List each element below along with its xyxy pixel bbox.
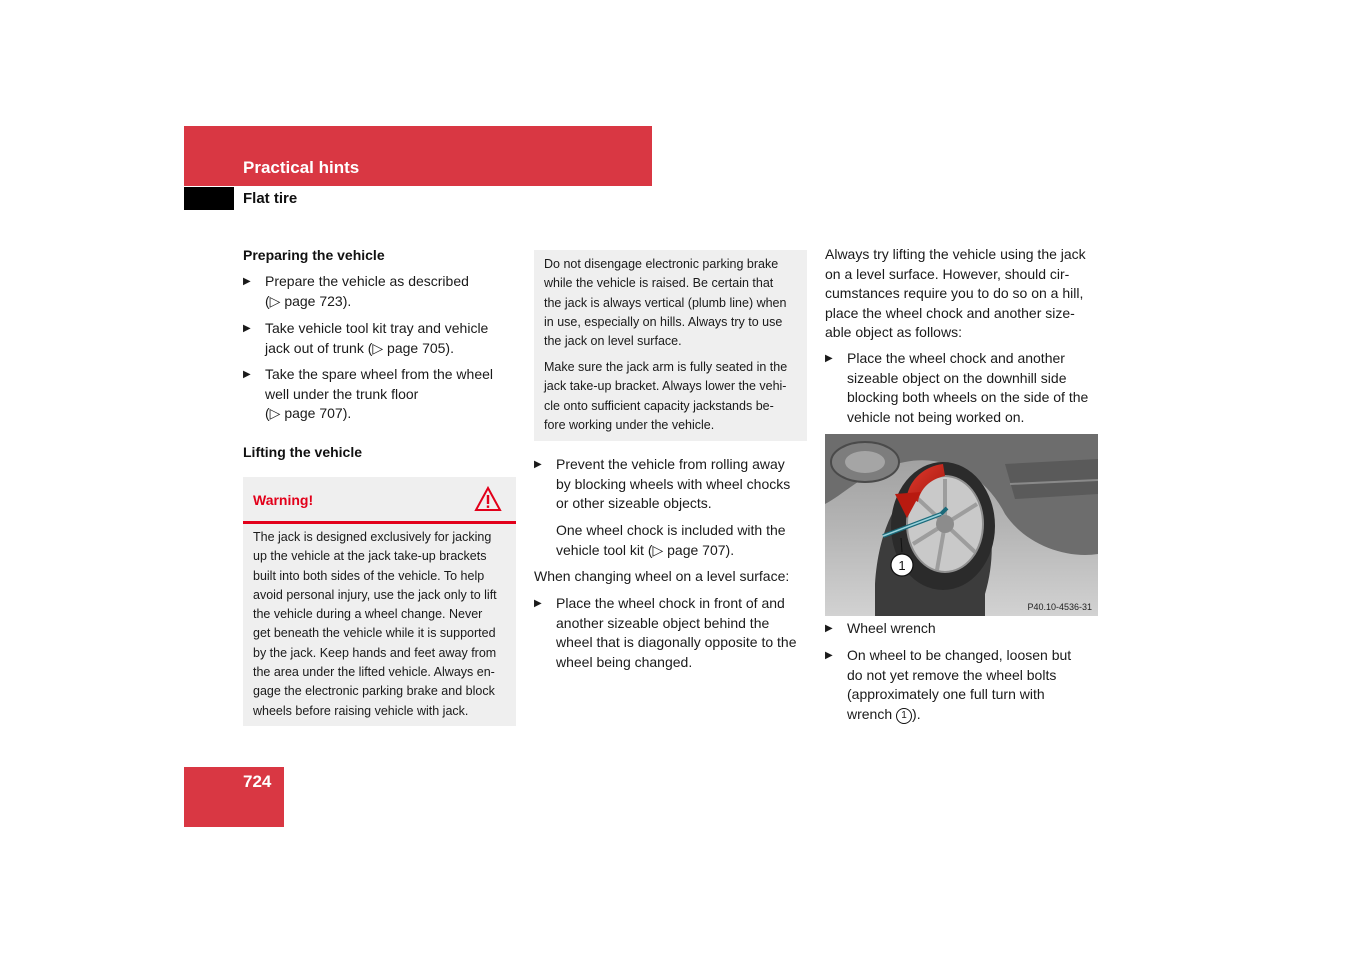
warning-text: The jack is designed exclusively for jacking up the vehicle at the jack take-up brackets built into both sides of the vehicle. To help avoid personal injury, use the jack only to lift the vehicle during a wheel change. Never get beneath the vehicle while it is supported by the jack. Keep hands and feet away from the area under the lifted vehicle. Always en- gage the electronic parking brake and block wheels before raising vehicle with jack. bbox=[253, 530, 497, 718]
heading-preparing-vehicle: Preparing the vehicle bbox=[243, 247, 385, 263]
list-item-text: Place the wheel chock in front of and another sizeable object behind the wheel that is diagonally opposite to the wheel being changed. bbox=[556, 595, 797, 670]
list-item-text bbox=[847, 646, 1071, 724]
bullet-arrow-icon: ▶ bbox=[243, 276, 251, 287]
list-item-text: Place the wheel chock and another sizeable object on the downhill side blocking both wheels on the side of the vehicle not being worked on. bbox=[847, 350, 1089, 425]
warning-label: Warning! bbox=[253, 492, 314, 508]
level-surface-text: When changing wheel on a level surface: bbox=[534, 568, 790, 584]
list-item-text: Prevent the vehicle from rolling away by blocking wheels with wheel chocks or other sizeable objects. bbox=[556, 456, 791, 511]
bullet-arrow-icon: ▶ bbox=[825, 353, 833, 364]
bullet-arrow-icon: ▶ bbox=[534, 459, 542, 470]
heading-lifting-vehicle: Lifting the vehicle bbox=[243, 444, 363, 460]
list-item-text: Take the spare wheel from the wheel well under the trunk floor (▷ page 707). bbox=[265, 366, 494, 421]
bullet-arrow-icon: ▶ bbox=[825, 650, 833, 661]
list-item-text: Prepare the vehicle as described (▷ page 723). bbox=[265, 273, 469, 309]
figure-caption: P40.10-4536-31 bbox=[1027, 602, 1092, 612]
list-item bbox=[825, 646, 1100, 728]
bullet-arrow-icon: ▶ bbox=[243, 323, 251, 334]
chock-note: One wheel chock is included with the vehicle tool kit (▷ page 707). bbox=[556, 522, 786, 558]
list-item-text: Take vehicle tool kit tray and vehicle jack out of trunk (▷ page 705). bbox=[265, 320, 489, 356]
car-wheel-illustration bbox=[825, 434, 1098, 616]
warning-triangle-icon bbox=[474, 486, 502, 512]
note-box bbox=[534, 250, 807, 441]
wheel-wrench-figure bbox=[825, 434, 1098, 616]
page-number: 724 bbox=[243, 772, 272, 791]
figure-callout-number: 1 bbox=[898, 558, 906, 573]
section-marker bbox=[184, 187, 234, 210]
loosen-bolts-text: On wheel to be changed, loosen but do not yet remove the wheel bolts (approximately one full turn with wrench bbox=[847, 647, 1072, 722]
warning-header bbox=[243, 477, 516, 524]
list-item-text: Wheel wrench bbox=[847, 620, 936, 636]
loosen-bolts-text-end: ). bbox=[912, 705, 921, 722]
intro-paragraph: Always try lifting the vehicle using the jack on a level surface. However, should cir- cumstances require you to do so on a hill, place the wheel chock and another size- able object as follows: bbox=[825, 246, 1086, 340]
warning-box bbox=[243, 477, 516, 726]
bullet-arrow-icon: ▶ bbox=[534, 598, 542, 609]
section-title: Practical hints bbox=[243, 158, 360, 177]
bullet-arrow-icon: ▶ bbox=[243, 369, 251, 380]
callout-reference: 1 bbox=[896, 708, 912, 724]
subsection-title: Flat tire bbox=[243, 190, 298, 207]
note-paragraph: Do not disengage electronic parking brake while the vehicle is raised. Be certain that the jack is always vertical (plumb line) when in use, especially on hills. Always try to use the jack on level surface. bbox=[544, 257, 787, 349]
note-paragraph: Make sure the jack arm is fully seated in the jack take-up bracket. Always lower the vehi- cle onto sufficient capacity jackstands be- fore working under the vehicle. bbox=[544, 360, 788, 432]
bullet-arrow-icon: ▶ bbox=[825, 623, 833, 634]
